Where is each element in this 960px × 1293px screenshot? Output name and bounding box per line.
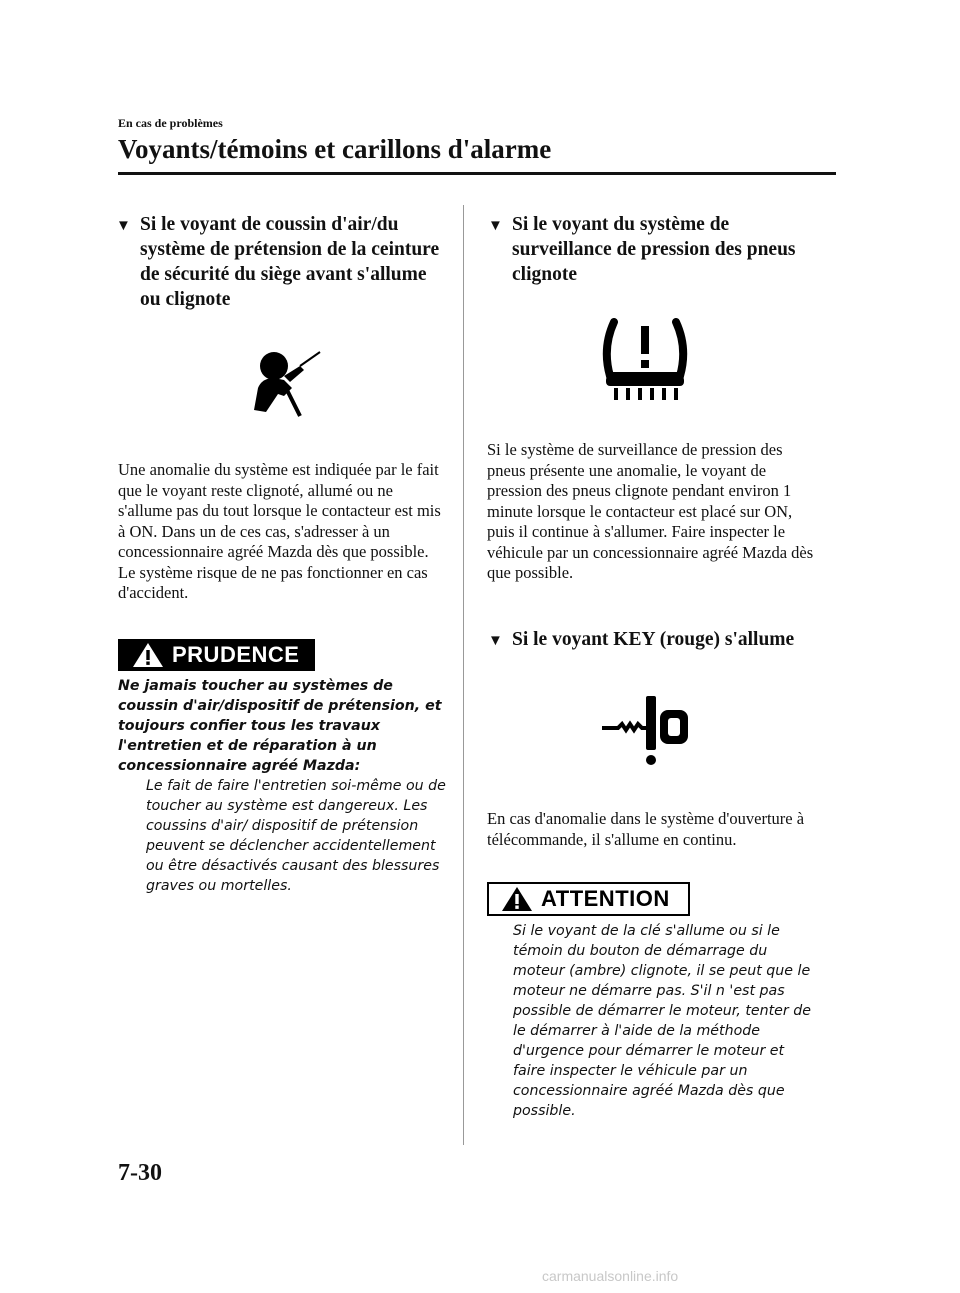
right-column-top xyxy=(490,212,820,287)
tpms-heading: ▼ Si le voyant du système de surveillance de pression des pneus clignote xyxy=(488,214,796,285)
key-heading: ▼ Si le voyant KEY (rouge) s'allume xyxy=(490,627,820,652)
triangle-bullet-icon: ▼ xyxy=(488,218,503,234)
attention-text: Si le voyant de la clé s'allume ou si le témoin du bouton de démarrage du moteur (ambre) clignote, il se peut que le moteur ne démarre pas. S'il n 'est pas possible de démarrer le moteur, tenter de le démarrer à l'aide de la méthode d'urgence pour démarrer le moteur et faire inspecter le véhicule par un concessionnaire agréé Mazda dès que possible. xyxy=(513,923,811,1119)
key-warning-icon xyxy=(600,694,692,770)
caution-lead: Ne jamais toucher au systèmes de coussin d'air/dispositif de prétension, et toujours confier tous les travaux l'entretien et de réparation à un concessionnaire agréé Mazda: xyxy=(118,678,442,774)
section-label: En cas de problèmes xyxy=(118,116,223,130)
page-title: Voyants/témoins et carillons d'alarme xyxy=(118,134,552,164)
attention-box xyxy=(487,882,690,916)
key-body: En cas d'anomalie dans le système d'ouverture à télécommande, il s'allume en continu. xyxy=(487,809,805,849)
title-rule xyxy=(118,172,836,175)
right-column-mid xyxy=(490,627,820,652)
airbag-body: Une anomalie du système est indiquée par le fait que le voyant reste clignoté, allumé ou ne s'allume pas du tout lorsque le contacteur est mis à ON. Dans un de ces cas, s'adresser à un concessionnaire agréé Mazda dès que possible. Le système risque de ne pas fonctionner en cas d'accident. xyxy=(118,460,441,602)
triangle-bullet-icon: ▼ xyxy=(488,633,503,649)
airbag-heading: ▼ Si le voyant de coussin d'air/du système de prétension de la ceinture de sécurité du siège avant s'allume ou clignote xyxy=(116,214,440,310)
column-divider xyxy=(463,205,464,1145)
tire-pressure-warning-icon xyxy=(600,318,690,406)
triangle-bullet-icon: ▼ xyxy=(116,218,131,234)
caution-label: PRUDENCE xyxy=(172,642,300,667)
attention-label: ATTENTION xyxy=(541,886,670,911)
warning-triangle-icon xyxy=(132,642,164,668)
caution-detail: Le fait de faire l'entretien soi-même ou de toucher au système est dangereux. Les coussins d'air/ dispositif de prétension peuvent se déclencher accidentellement ou être désactivés causant des blessures graves ou mortelles. xyxy=(146,778,446,894)
airbag-warning-icon xyxy=(248,350,338,424)
warning-triangle-icon xyxy=(501,886,533,912)
tpms-body: Si le système de surveillance de pression des pneus présente une anomalie, le voyant de pression des pneus clignote pendant environ 1 minute lorsque le contacteur est placé sur ON, puis il continue à s'allumer. Faire inspecter le véhicule par un concessionnaire agréé Mazda dès que possible. xyxy=(487,440,814,582)
left-column xyxy=(118,212,448,312)
caution-box xyxy=(118,639,315,671)
watermark: carmanualsonline.info xyxy=(542,1268,679,1284)
page-number: 7-30 xyxy=(118,1160,162,1186)
